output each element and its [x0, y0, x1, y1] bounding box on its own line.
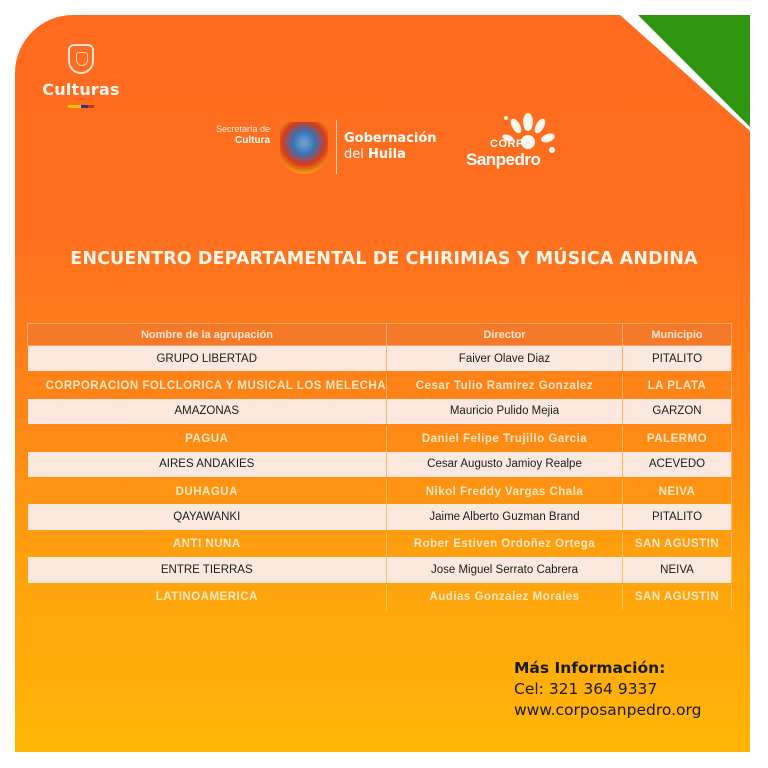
table-row	[28, 399, 732, 425]
gobernacion-prefix: del	[344, 147, 364, 162]
table-row	[28, 531, 732, 557]
table-row	[28, 346, 732, 373]
group-name: CORPORACION FOLCLORICA Y MUSICAL LOS MELECHA	[28, 372, 387, 398]
group-name: AMAZONAS	[28, 399, 387, 425]
table-row	[28, 452, 732, 478]
group-name: ANTI NUNA	[28, 531, 387, 557]
table-row	[28, 557, 732, 583]
culturas-label: Culturas	[42, 80, 120, 99]
huila-crest-icon	[280, 122, 328, 174]
municipio: PALERMO	[623, 425, 732, 451]
logo-divider	[336, 120, 337, 174]
group-name: PAGUA	[28, 425, 387, 451]
table-row	[28, 584, 732, 610]
municipio: PITALITO	[623, 504, 732, 530]
green-corner-accent	[638, 15, 750, 127]
group-name: QAYAWANKI	[28, 504, 387, 530]
column-header-municipio: Municipio	[623, 324, 732, 346]
director: Rober Estiven Ordoñez Ortega	[387, 531, 623, 557]
table-row	[28, 372, 732, 398]
municipio: NEIVA	[623, 478, 732, 504]
column-header-director: Director	[387, 324, 623, 346]
contact-heading: Más Información:	[514, 659, 666, 677]
municipio: LA PLATA	[623, 372, 732, 398]
table-row	[28, 478, 732, 504]
group-name: AIRES ANDAKIES	[28, 452, 387, 478]
gobernacion-line1: Gobernación	[344, 131, 437, 146]
director: Jose Miguel Serrato Cabrera	[387, 557, 623, 583]
municipio: NEIVA	[623, 557, 732, 583]
contact-website[interactable]: www.corposanpedro.org	[514, 701, 702, 719]
gobernacion-line2	[344, 147, 437, 163]
corposanpedro-logo	[462, 112, 572, 176]
municipio: SAN AGUSTIN	[623, 584, 732, 610]
contact-phone: Cel: 321 364 9337	[514, 680, 658, 698]
group-name: ENTRE TIERRAS	[28, 557, 387, 583]
contact-info	[514, 658, 701, 721]
column-header-name: Nombre de la agrupación	[28, 324, 387, 346]
gobernacion-huila-logo	[344, 131, 437, 163]
director: Jaime Alberto Guzman Brand	[387, 504, 623, 530]
secretaria-cultura-label	[188, 124, 270, 146]
group-name: LATINOAMERICA	[28, 584, 387, 610]
corpo-label: CORPO	[490, 138, 533, 150]
groups-table	[27, 323, 732, 610]
culturas-logo	[40, 44, 122, 108]
sanpedro-label: Sanpedro	[466, 150, 541, 169]
colombia-coat-of-arms-icon	[68, 44, 94, 74]
director: Daniel Felipe Trujillo Garcia	[387, 425, 623, 451]
municipio: SAN AGUSTIN	[623, 531, 732, 557]
event-title: ENCUENTRO DEPARTAMENTAL DE CHIRIMIAS Y MÚSICA ANDINA	[70, 249, 698, 269]
director: Nikol Freddy Vargas Chala	[387, 478, 623, 504]
director: Cesar Augusto Jamioy Realpe	[387, 452, 623, 478]
municipio: PITALITO	[623, 346, 732, 373]
municipio: GARZON	[623, 399, 732, 425]
secretaria-line2: Cultura	[235, 135, 270, 146]
table-row	[28, 504, 732, 530]
gobernacion-huila: Huila	[368, 147, 406, 162]
director: Cesar Tulio Ramirez Gonzalez	[387, 372, 623, 398]
director: Faiver Olave Diaz	[387, 346, 623, 373]
flag-stripe	[68, 105, 94, 108]
director: Mauricio Pulido Mejia	[387, 399, 623, 425]
group-name: DUHAGUA	[28, 478, 387, 504]
municipio: ACEVEDO	[623, 452, 732, 478]
group-name: GRUPO LIBERTAD	[28, 346, 387, 373]
director: Audias Gonzalez Morales	[387, 584, 623, 610]
table-row	[28, 425, 732, 451]
table-header-row	[28, 324, 732, 346]
secretaria-line1: Secretaría de	[215, 124, 270, 134]
